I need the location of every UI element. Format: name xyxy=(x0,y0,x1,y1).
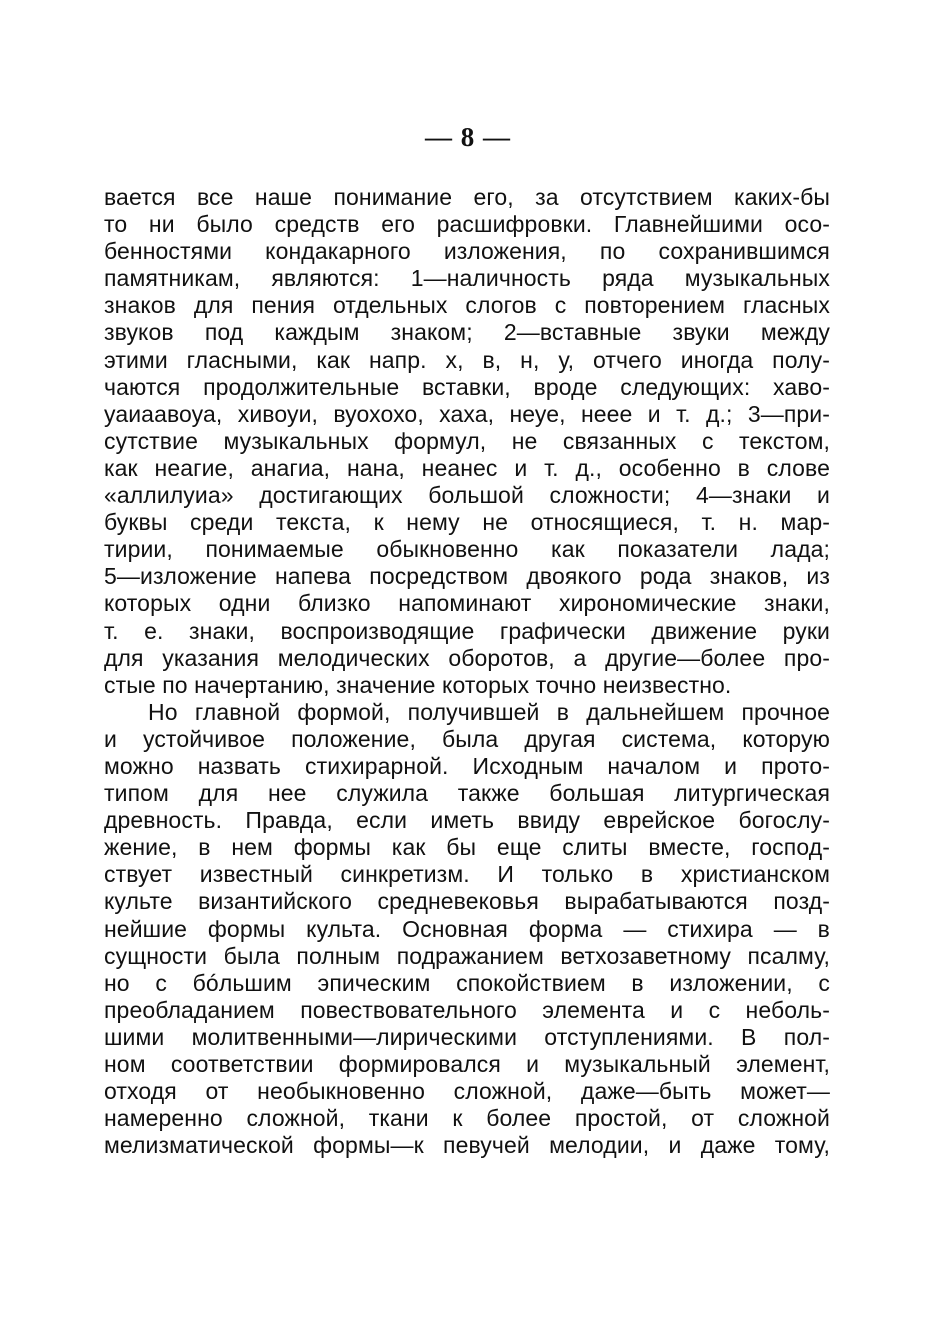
text-line: т. е. знаки, воспроизводящие графически движение руки xyxy=(104,617,830,644)
text-line: которых одни близко напоминают хирономические знаки, xyxy=(104,590,830,617)
text-line: можно назвать стихирарной. Исходным началом и прото- xyxy=(104,752,830,779)
text-line: древность. Правда, если иметь ввиду еврейское богослу- xyxy=(104,807,830,834)
text-line: 5—изложение напева посредством двоякого рода знаков, из xyxy=(104,563,830,590)
text-line: буквы среди текста, к нему не относящиеся, т. н. мар- xyxy=(104,509,830,536)
text-line: тирии, понимаемые обыкновенно как показатели лада; xyxy=(104,536,830,563)
text-line: и устойчивое положение, была другая система, которую xyxy=(104,725,830,752)
text-line: чаются продолжительные вставки, вроде следующих: хаво- xyxy=(104,373,830,400)
text-line: памятникам, являются: 1—наличность ряда музыкальных xyxy=(104,265,830,292)
paragraph-start-line: Но главной формой, получившей в дальнейшем прочное xyxy=(148,698,830,725)
text-line: сущности была полным подражанием ветхозаветному псалму, xyxy=(104,942,830,969)
text-line: ствует известный синкретизм. И только в христианском xyxy=(104,861,830,888)
text-line: этими гласными, как напр. х, в, н, у, отчего иногда полу- xyxy=(104,346,830,373)
text-line: знаков для пения отдельных слогов с повторением гласных xyxy=(104,292,830,319)
text-line: уаиаавоуа, хивоуи, вуохохо, хаха, неуе, нeee и т. д.; 3—при- xyxy=(104,400,830,427)
text-line: ном соответствии формировался и музыкальный элемент, xyxy=(104,1051,830,1077)
text-line: вается все наше понимание его, за отсутствием каких-бы xyxy=(104,184,830,210)
text-line: но с бóльшим эпическим спокойствием в изложении, с xyxy=(104,969,830,996)
text-line: сутствие музыкальных формул, не связанных с текстом, xyxy=(104,427,830,454)
paragraph-end-line: стые по начертанию, значение которых точно неизвестно. xyxy=(104,671,732,698)
page-number: — 8 — xyxy=(425,122,511,152)
text-line: шими молитвенными—лирическими отступлениями. В пол- xyxy=(104,1023,830,1050)
text-line: жение, в нем формы как бы еще слиты вместе, господ- xyxy=(104,834,830,861)
text-line: преобладанием повествовательного элемента и с неболь- xyxy=(104,996,830,1023)
text-line: бенностями кондакарного изложения, по сохранившимся xyxy=(104,238,830,265)
text-line: звуков под каждым знаком; 2—вставные звуки между xyxy=(104,319,830,346)
text-line: как неагие, анагиа, нана, неанес и т. д., особенно в слове xyxy=(104,454,830,481)
body-text xyxy=(104,184,830,1159)
text-line: то ни было средств его расшифровки. Главнейшими осо- xyxy=(104,211,830,238)
text-line: нейшие формы культа. Основная форма — стихира — в xyxy=(104,915,830,942)
text-line: намеренно сложной, ткани к более простой, от сложной xyxy=(104,1105,830,1132)
text-line: мелизматической формы—к певучей мелодии, и даже тому, xyxy=(104,1132,830,1159)
text-line: культе византийского средневековья вырабатываются позд- xyxy=(104,888,830,915)
text-line: отходя от необыкновенно сложной, даже—быть может— xyxy=(104,1078,830,1105)
text-line: «аллилуиа» достигающих большой сложности; 4—знаки и xyxy=(104,482,830,509)
text-line: для указания мелодических оборотов, а другие—более про- xyxy=(104,644,830,671)
text-line: типом для нее служила также большая литургическая xyxy=(104,780,830,807)
